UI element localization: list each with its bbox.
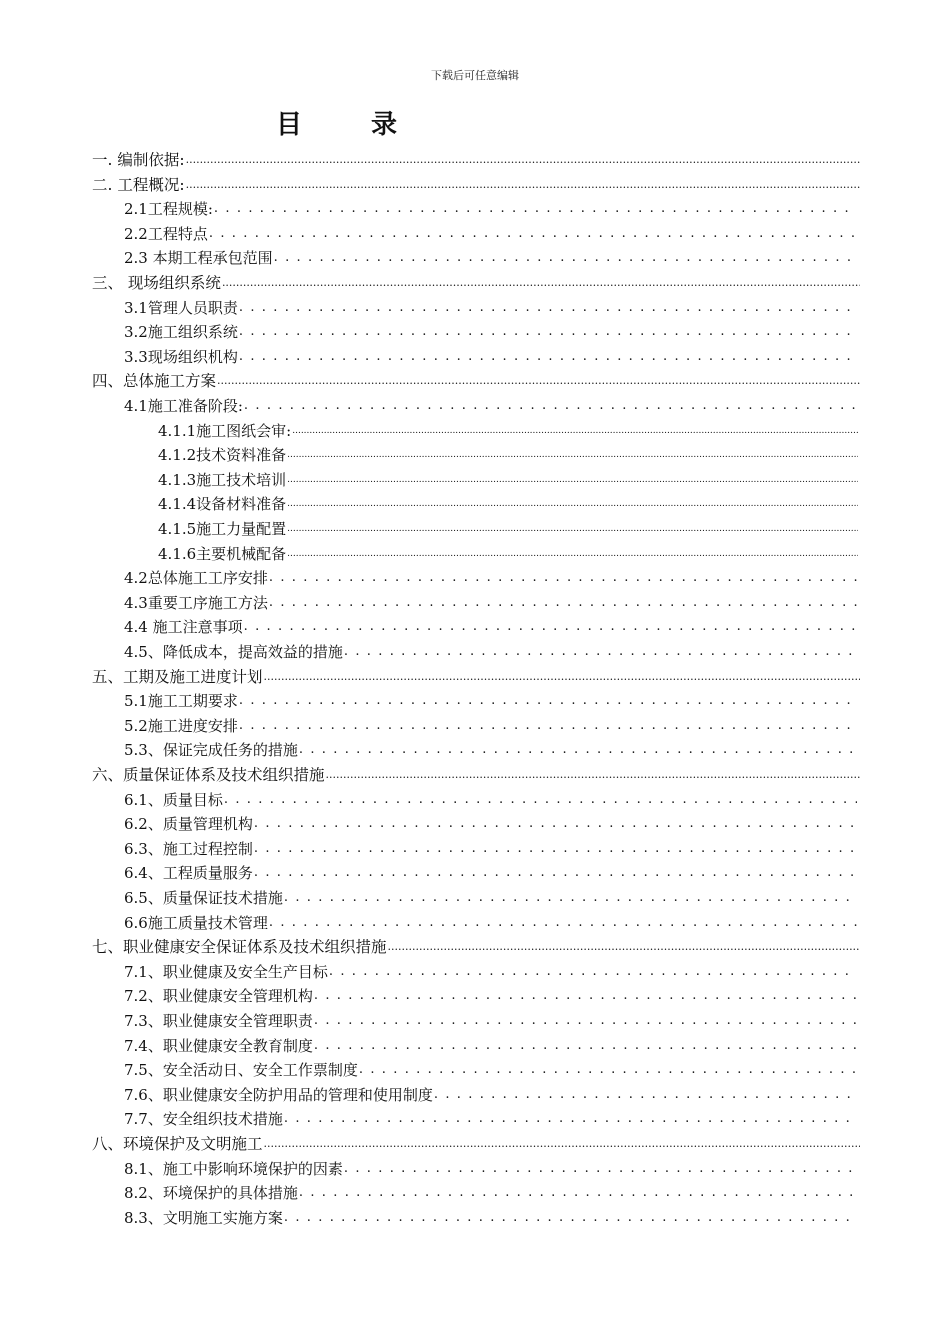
toc-entry-label: 8.1、施工中影响环境保护的因素	[124, 1159, 343, 1178]
toc-entry[interactable]	[124, 960, 857, 984]
toc-entry[interactable]	[124, 1181, 857, 1205]
toc-entry[interactable]	[124, 886, 857, 910]
toc-entry[interactable]	[124, 320, 857, 344]
toc-entry-label: 3.1管理人员职责	[124, 298, 238, 317]
toc-entry[interactable]	[158, 542, 858, 566]
toc-entry[interactable]	[124, 689, 857, 713]
toc-dot-leader	[224, 788, 857, 812]
toc-dot-leader	[287, 468, 858, 492]
toc-dot-leader	[287, 492, 858, 516]
toc-entry-label: 一. 编制依据:	[92, 151, 185, 169]
toc-entry[interactable]	[124, 222, 857, 246]
toc-entry[interactable]	[92, 665, 860, 689]
toc-entry-label: 6.1、质量目标	[124, 790, 223, 809]
toc-entry[interactable]	[92, 271, 860, 295]
toc-entry-label: 八、环境保护及文明施工	[92, 1135, 263, 1153]
toc-entry[interactable]	[124, 1083, 857, 1107]
toc-entry-label: 5.2施工进度安排	[124, 716, 238, 735]
toc-entry-label: 三、 现场组织系统	[92, 274, 221, 292]
toc-entry[interactable]	[124, 640, 857, 664]
toc-dot-leader	[269, 566, 857, 590]
toc-dot-leader	[299, 1181, 857, 1205]
toc-entry-label: 7.5、安全活动日、安全工作票制度	[124, 1061, 358, 1080]
toc-dot-leader	[388, 935, 860, 959]
toc-entry-label: 4.1.4设备材料准备	[158, 495, 287, 514]
toc-dot-leader	[222, 271, 860, 295]
toc-dot-leader	[344, 1157, 857, 1181]
toc-entry-label: 五、工期及施工进度计划	[92, 667, 263, 686]
toc-entry[interactable]	[124, 615, 857, 639]
toc-entry-label: 4.1施工准备阶段:	[124, 397, 243, 415]
toc-entry[interactable]	[124, 566, 857, 590]
toc-dot-leader	[186, 148, 860, 172]
toc-entry-label: 5.1施工工期要求	[124, 692, 238, 711]
toc-entry[interactable]	[158, 517, 858, 541]
toc-dot-leader	[326, 763, 860, 787]
toc-entry[interactable]	[124, 837, 857, 861]
toc-entry-label: 6.5、质量保证技术措施	[124, 889, 283, 907]
toc-entry[interactable]	[158, 419, 858, 443]
toc-dot-leader	[244, 615, 857, 639]
toc-entry[interactable]	[92, 763, 860, 787]
toc-dot-leader	[209, 222, 857, 246]
toc-dot-leader	[244, 394, 857, 418]
toc-entry[interactable]	[124, 738, 857, 762]
toc-entry[interactable]	[92, 369, 860, 393]
toc-entry-label: 7.1、职业健康及安全生产目标	[124, 962, 328, 981]
toc-dot-leader	[284, 1107, 857, 1131]
toc-dot-leader	[359, 1058, 857, 1082]
toc-dot-leader	[299, 738, 857, 762]
toc-dot-leader	[269, 911, 857, 935]
toc-dot-leader	[284, 1206, 857, 1230]
toc-entry-label: 4.1.5施工力量配置	[158, 520, 287, 538]
toc-dot-leader	[254, 861, 857, 885]
toc-entry[interactable]	[92, 1132, 860, 1156]
toc-dot-leader	[254, 812, 857, 836]
toc-entry[interactable]	[124, 1157, 857, 1181]
toc-entry-label: 5.3、保证完成任务的措施	[124, 741, 298, 760]
toc-entry-label: 6.6施工质量技术管理	[124, 913, 268, 932]
toc-dot-leader	[269, 591, 857, 615]
toc-dot-leader	[217, 369, 860, 393]
toc-entry-label: 6.3、施工过程控制	[124, 839, 253, 858]
toc-entry[interactable]	[124, 394, 857, 418]
toc-entry[interactable]	[158, 443, 858, 467]
toc-dot-leader	[239, 296, 857, 320]
toc-dot-leader	[214, 197, 857, 221]
toc-dot-leader	[264, 665, 860, 689]
toc-entry-label: 四、总体施工方案	[92, 372, 217, 391]
toc-dot-leader	[186, 173, 860, 197]
toc-entry[interactable]	[124, 788, 857, 812]
toc-entry-label: 六、质量保证体系及技术组织措施	[92, 766, 325, 784]
toc-entry[interactable]	[124, 911, 857, 935]
toc-entry-label: 3.2施工组织系统	[124, 323, 238, 342]
toc-dot-leader	[254, 837, 857, 861]
toc-entry-label: 2.1工程规模:	[124, 200, 213, 219]
toc-dot-leader	[239, 320, 857, 344]
toc-dot-leader	[284, 886, 857, 910]
toc-dot-leader	[287, 443, 858, 467]
toc-entry[interactable]	[124, 591, 857, 615]
toc-entry[interactable]	[124, 1206, 857, 1230]
toc-dot-leader	[314, 984, 857, 1008]
toc-entry[interactable]	[124, 197, 857, 221]
toc-entry-label: 2.3 本期工程承包范围	[124, 249, 273, 268]
toc-entry[interactable]	[92, 173, 860, 197]
toc-entry-label: 七、职业健康安全保证体系及技术组织措施	[92, 938, 387, 957]
toc-entry-label: 7.7、安全组织技术措施	[124, 1110, 283, 1129]
toc-entry[interactable]	[124, 296, 857, 320]
toc-entry-label: 4.3重要工序施工方法	[124, 593, 268, 612]
toc-dot-leader	[287, 542, 858, 566]
toc-entry-label: 7.3、职业健康安全管理职责	[124, 1012, 313, 1030]
header-note: 下载后可任意编辑	[431, 69, 519, 82]
toc-dot-leader	[314, 1009, 857, 1033]
toc-dot-leader	[274, 246, 857, 270]
toc-entry[interactable]	[124, 714, 857, 738]
toc-entry-label: 4.5、降低成本，提高效益的措施	[124, 643, 343, 661]
toc-entry[interactable]	[124, 1107, 857, 1131]
toc-entry[interactable]	[124, 984, 857, 1008]
toc-entry-label: 4.1.1施工图纸会审:	[158, 421, 292, 440]
toc-entry-label: 2.2工程特点	[124, 224, 208, 243]
toc-entry-label: 7.2、职业健康安全管理机构	[124, 987, 313, 1006]
toc-entry-label: 6.4、工程质量服务	[124, 864, 253, 883]
toc-entry-label: 4.1.2技术资料准备	[158, 446, 287, 465]
toc-entry-label: 4.4 施工注意事项	[124, 618, 243, 637]
toc-entry[interactable]	[124, 1058, 857, 1082]
toc-entry[interactable]	[158, 492, 858, 516]
toc-entry-label: 7.6、职业健康安全防护用品的管理和使用制度	[124, 1085, 433, 1104]
toc-entry[interactable]	[124, 861, 857, 885]
toc-entry[interactable]	[124, 246, 857, 270]
toc-entry[interactable]	[124, 1034, 857, 1058]
toc-entry-label: 4.1.6主要机械配备	[158, 544, 287, 563]
toc-dot-leader	[239, 345, 857, 369]
toc-dot-leader	[329, 960, 857, 984]
page-title: 目 录	[276, 110, 428, 140]
toc-entry-label: 8.3、文明施工实施方案	[124, 1208, 283, 1227]
toc-dot-leader	[287, 517, 858, 541]
toc-entry[interactable]	[158, 468, 858, 492]
toc-dot-leader	[239, 714, 857, 738]
toc-entry[interactable]	[124, 1009, 857, 1033]
toc-entry-label: 4.2总体施工工序安排	[124, 569, 268, 588]
toc-dot-leader	[292, 419, 858, 443]
toc-entry[interactable]	[92, 148, 860, 172]
toc-entry-label: 3.3现场组织机构	[124, 347, 238, 366]
toc-entry-label: 二. 工程概况:	[92, 175, 185, 194]
toc-dot-leader	[239, 689, 857, 713]
toc-entry[interactable]	[92, 935, 860, 959]
toc-entry-label: 8.2、环境保护的具体措施	[124, 1184, 298, 1203]
toc-entry[interactable]	[124, 812, 857, 836]
toc-dot-leader	[434, 1083, 857, 1107]
toc-entry[interactable]	[124, 345, 857, 369]
toc-entry-label: 6.2、质量管理机构	[124, 815, 253, 834]
toc-entry-label: 4.1.3施工技术培训	[158, 470, 287, 489]
toc-entry-label: 7.4、职业健康安全教育制度	[124, 1036, 313, 1055]
toc-dot-leader	[344, 640, 857, 664]
toc-dot-leader	[264, 1132, 860, 1156]
toc-dot-leader	[314, 1034, 857, 1058]
